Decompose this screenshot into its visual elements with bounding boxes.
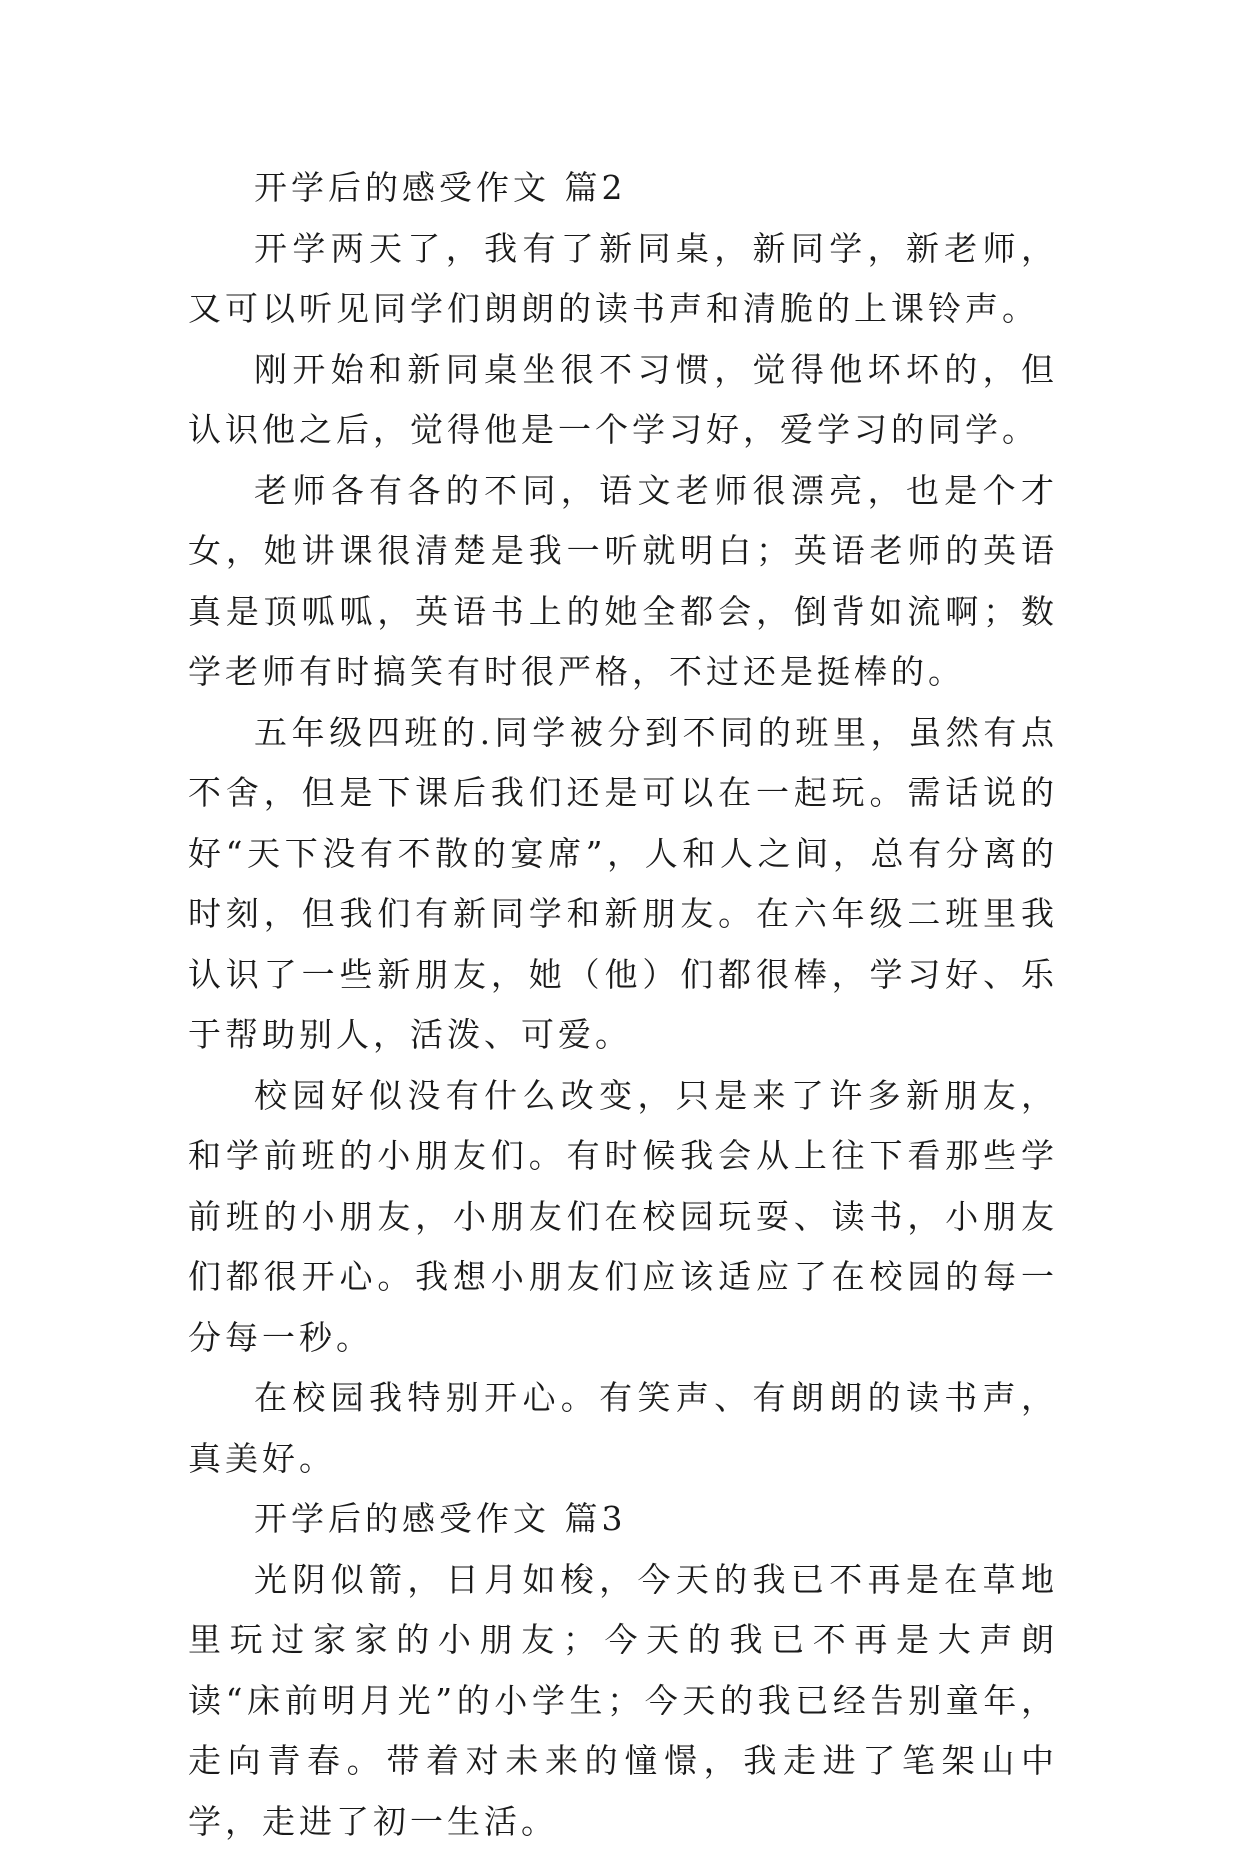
paragraph: 五年级四班的.同学被分到不同的班里，虽然有点不舍，但是下课后我们还是可以在一起玩。需话说的好“天下没有不散的宴席”，人和人之间，总有分离的时刻，但我们有新同学和新朋友。在六年级二班里我认识了一些新朋友，她（他）们都很棒，学习好、乐于帮助别人，活泼、可爱。: [188, 703, 1058, 1066]
paragraph: 刚开始和新同桌坐很不习惯，觉得他坏坏的，但认识他之后，觉得他是一个学习好，爱学习的同学。: [188, 340, 1058, 461]
paragraph: 在校园我特别开心。有笑声、有朗朗的读书声，真美好。: [188, 1368, 1058, 1489]
document-body: [188, 158, 1058, 1852]
section-heading-3: 开学后的感受作文 篇3: [188, 1489, 1058, 1550]
paragraph: 老师各有各的不同，语文老师很漂亮，也是个才女，她讲课很清楚是我一听就明白；英语老师的英语真是顶呱呱，英语书上的她全都会，倒背如流啊；数学老师有时搞笑有时很严格，不过还是挺棒的。: [188, 461, 1058, 703]
paragraph: 开学两天了，我有了新同桌，新同学，新老师，又可以听见同学们朗朗的读书声和清脆的上课铃声。: [188, 219, 1058, 340]
paragraph: 光阴似箭，日月如梭，今天的我已不再是在草地里玩过家家的小朋友；今天的我已不再是大声朗读“床前明月光”的小学生；今天的我已经告别童年，走向青春。带着对未来的憧憬，我走进了笔架山中学，走进了初一生活。: [188, 1550, 1058, 1852]
section-heading-2: 开学后的感受作文 篇2: [188, 158, 1058, 219]
paragraph: 校园好似没有什么改变，只是来了许多新朋友，和学前班的小朋友们。有时候我会从上往下看那些学前班的小朋友，小朋友们在校园玩耍、读书，小朋友们都很开心。我想小朋友们应该适应了在校园的每一分每一秒。: [188, 1066, 1058, 1369]
